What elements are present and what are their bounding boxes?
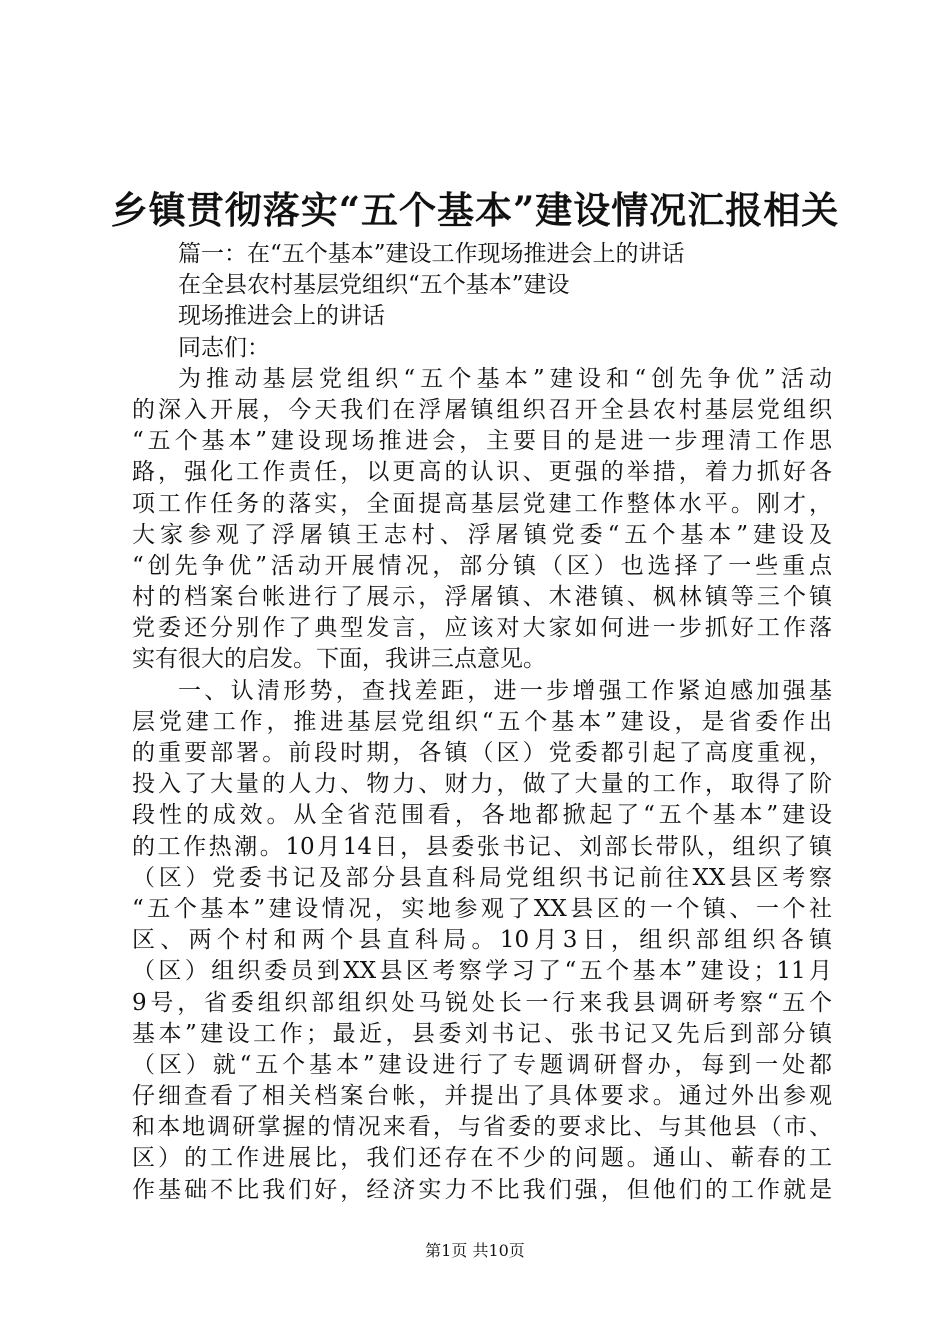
paragraph1-line: 路，强化工作责任，以更高的认识、更强的举措，着力抓好各 — [132, 459, 832, 486]
paragraph1-line: 党委还分别作了典型发言，应该对大家如何进一步抓好工作落 — [132, 615, 832, 642]
paragraph2-line: 投入了大量的人力、物力、财力，做了大量的工作，取得了阶 — [132, 771, 832, 798]
header-line-subtitle: 篇一：在“五个基本”建设工作现场推进会上的讲话 — [178, 241, 685, 267]
paragraph2-line: 基本”建设工作；最近，县委刘书记、张书记又先后到部分镇 — [132, 1020, 832, 1047]
paragraph1-line: 为推动基层党组织“五个基本”建设和“创先争优”活动 — [178, 365, 832, 392]
paragraph2-line: 9号，省委组织部组织处马锐处长一行来我县调研考察“五个 — [132, 989, 832, 1016]
header-line-speech-title-1: 在全县农村基层党组织“五个基本”建设 — [178, 272, 570, 299]
paragraph2-line: 一、认清形势，查找差距，进一步增强工作紧迫感加强基 — [178, 677, 832, 704]
document-title: 乡镇贯彻落实“五个基本”建设情况汇报相关 — [110, 188, 840, 232]
paragraph2-line: 和本地调研掌握的情况来看，与省委的要求比、与其他县（市、 — [132, 1114, 832, 1141]
paragraph2-line: （区）就“五个基本”建设进行了专题调研督办，每到一处都 — [132, 1051, 832, 1078]
header-line-salutation: 同志们： — [178, 334, 270, 361]
header-line-speech-title-2: 现场推进会上的讲话 — [178, 303, 385, 330]
paragraph2-line: 区、两个村和两个县直科局。10月3日，组织部组织各镇 — [132, 927, 832, 954]
paragraph1-line: 实有很大的启发。下面，我讲三点意见。 — [132, 646, 546, 673]
paragraph1-line: 的深入开展，今天我们在浮屠镇组织召开全县农村基层党组织 — [132, 396, 832, 423]
paragraph1-line: 村的档案台帐进行了展示，浮屠镇、木港镇、枫林镇等三个镇 — [132, 584, 832, 611]
page-number-footer: 第1页 共10页 — [425, 1241, 525, 1260]
document-body — [132, 239, 832, 1206]
paragraph1-line: 大家参观了浮屠镇王志村、浮屠镇党委“五个基本”建设及 — [132, 521, 832, 548]
paragraph2-line: “五个基本”建设情况，实地参观了XX县区的一个镇、一个社 — [132, 895, 832, 922]
paragraph2-line: 层党建工作，推进基层党组织“五个基本”建设，是省委作出 — [132, 708, 832, 735]
paragraph2-line: （区）组织委员到XX县区考察学习了“五个基本”建设；11月 — [132, 958, 832, 985]
paragraph1-line: 项工作任务的落实，全面提高基层党建工作整体水平。刚才， — [132, 490, 832, 517]
paragraph2-line: 段性的成效。从全省范围看，各地都掀起了“五个基本”建设 — [132, 802, 832, 829]
paragraph2-line: 作基础不比我们好，经济实力不比我们强，但他们的工作就是 — [132, 1176, 832, 1203]
paragraph1-line: “五个基本”建设现场推进会，主要目的是进一步理清工作思 — [132, 428, 832, 455]
paragraph2-line: 的工作热潮。10月14日，县委张书记、刘部长带队，组织了镇 — [132, 833, 832, 860]
paragraph2-line: 区）的工作进展比，我们还存在不少的问题。通山、蕲春的工 — [132, 1145, 832, 1172]
paragraph2-line: （区）党委书记及部分县直科局党组织书记前往XX县区考察 — [132, 864, 832, 891]
paragraph2-line: 仔细查看了相关档案台帐，并提出了具体要求。通过外出参观 — [132, 1083, 832, 1110]
paragraph1-line: “创先争优”活动开展情况，部分镇（区）也选择了一些重点 — [132, 552, 832, 579]
paragraph2-line: 的重要部署。前段时期，各镇（区）党委都引起了高度重视， — [132, 740, 832, 766]
